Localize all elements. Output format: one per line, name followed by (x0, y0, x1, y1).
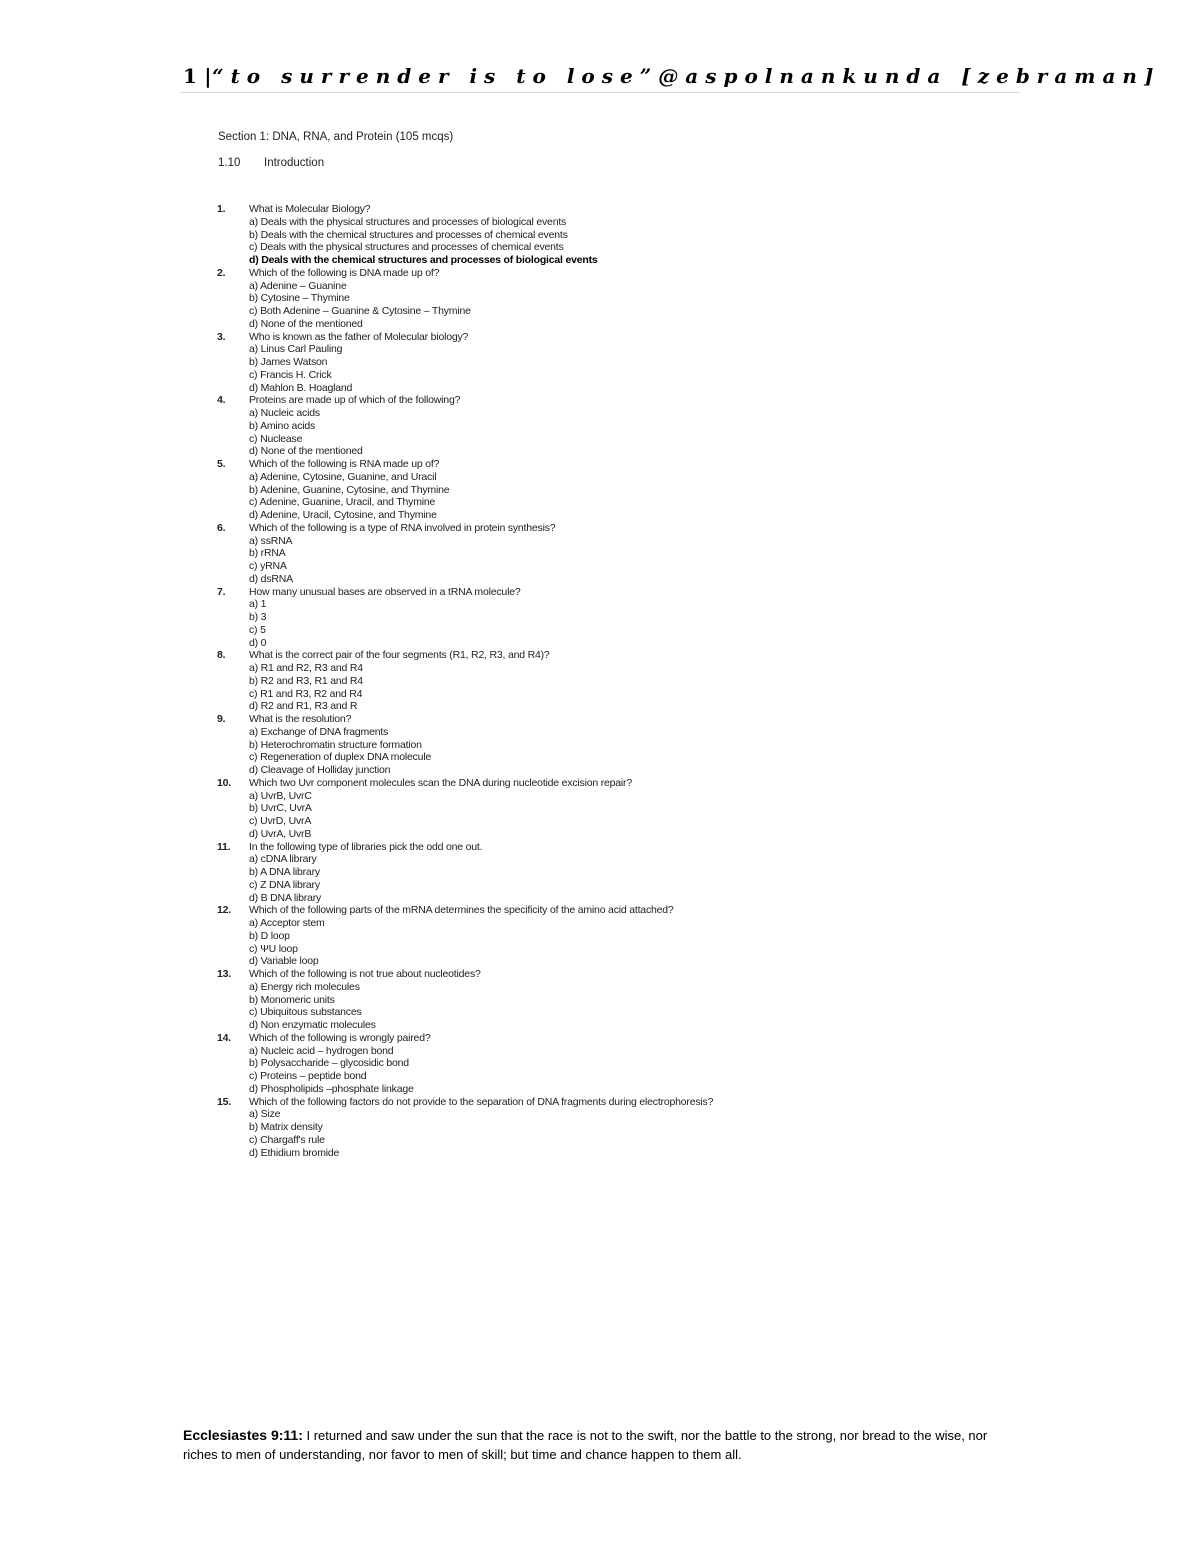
answer-option: a) Adenine, Cytosine, Guanine, and Uracil (249, 470, 437, 483)
page-header (183, 64, 1161, 88)
question-stem: Which of the following factors do not provide to the separation of DNA fragments during electrophoresis? (249, 1095, 714, 1108)
answer-option: b) Deals with the chemical structures and processes of chemical events (249, 228, 568, 241)
answer-option: b) Amino acids (249, 419, 316, 432)
question-stem: How many unusual bases are observed in a tRNA molecule? (249, 585, 521, 598)
answer-option: a) cDNA library (249, 853, 317, 866)
answer-option: d) UvrA, UvrB (249, 827, 312, 840)
answer-option: c) Deals with the physical structures and processes of chemical events (249, 241, 564, 254)
answer-option: a) Linus Carl Pauling (249, 343, 343, 356)
question-stem: Which of the following is not true about nucleotides? (249, 968, 481, 980)
answer-option: c) Both Adenine – Guanine & Cytosine – Thymine (249, 305, 471, 317)
question-item (217, 267, 1017, 331)
answer-option: c) ΨU loop (249, 942, 298, 955)
answer-option: a) Adenine – Guanine (249, 279, 347, 292)
question-number: 11. (217, 840, 231, 853)
answer-option: a) Energy rich molecules (249, 980, 360, 993)
question-stem: Which of the following is RNA made up of? (249, 458, 440, 470)
question-stem: Which of the following is a type of RNA involved in protein synthesis? (249, 521, 556, 534)
question-item (217, 458, 1017, 522)
answer-option: d) Mahlon B. Hoagland (249, 381, 353, 394)
footer-reference: Ecclesiastes 9:11: (183, 1427, 303, 1443)
answer-option: b) 3 (249, 611, 267, 623)
answer-option: a) Exchange of DNA fragments (249, 725, 389, 738)
question-item (217, 522, 1017, 586)
page-number: 1 (183, 64, 198, 88)
question-number: 3. (217, 330, 226, 343)
question-item (217, 968, 1017, 1032)
question-item (217, 1096, 1017, 1160)
answer-option: c) Proteins – peptide bond (249, 1070, 367, 1082)
question-number: 4. (217, 394, 226, 407)
question-number: 2. (217, 266, 226, 279)
question-number: 8. (217, 649, 226, 662)
footer-quote (183, 1426, 1013, 1464)
answer-option: c) Chargaff's rule (249, 1133, 325, 1146)
question-item (217, 777, 1017, 841)
question-item (217, 394, 1017, 458)
question-stem: What is the resolution? (249, 713, 352, 725)
question-stem: Which of the following parts of the mRNA determines the specificity of the amino acid attached? (249, 904, 674, 917)
answer-option: a) Acceptor stem (249, 917, 325, 929)
answer-option: b) rRNA (249, 547, 286, 560)
answer-option: a) Nucleic acid – hydrogen bond (249, 1044, 394, 1057)
answer-option: d) Phospholipids –phosphate linkage (249, 1082, 414, 1095)
answer-option: b) A DNA library (249, 866, 320, 878)
question-item (217, 586, 1017, 650)
answer-option: b) Cytosine – Thymine (249, 292, 350, 305)
answer-option: d) B DNA library (249, 891, 322, 904)
header-separator: | (204, 64, 213, 88)
question-item (217, 203, 1017, 267)
question-stem: What is Molecular Biology? (249, 203, 371, 215)
question-stem: Which of the following is DNA made up of? (249, 266, 440, 279)
answer-option: a) R1 and R2, R3 and R4 (249, 662, 363, 674)
answer-option: c) Ubiquitous substances (249, 1006, 362, 1019)
question-stem: In the following type of libraries pick the odd one out. (249, 840, 483, 853)
answer-option: d) Ethidium bromide (249, 1146, 340, 1159)
answer-option: c) Z DNA library (249, 878, 320, 891)
question-item (217, 1032, 1017, 1096)
question-stem: Who is known as the father of Molecular biology? (249, 330, 469, 343)
answer-option: c) yRNA (249, 560, 287, 572)
question-number: 12. (217, 904, 231, 917)
answer-option: b) Monomeric units (249, 993, 335, 1006)
answer-option: b) R2 and R3, R1 and R4 (249, 674, 363, 687)
question-item (217, 649, 1017, 713)
subsection-heading (218, 157, 324, 169)
header-rule (180, 92, 1020, 93)
footer-text: I returned and saw under the sun that the race is not to the swift, nor the battle to the strong, nor bread to the wise, nor riches to men of understanding, nor favor to men of skill; but time and chance happen to them all. (183, 1428, 988, 1462)
answer-option: d) Deals with the chemical structures and processes of biological events (249, 254, 598, 266)
answer-option: c) Adenine, Guanine, Uracil, and Thymine (249, 496, 436, 509)
answer-option: c) R1 and R3, R2 and R4 (249, 687, 363, 700)
header-motto: “to surrender is to lose”@aspolnankunda [zebraman] (212, 64, 1161, 88)
question-stem: Which of the following is wrongly paired? (249, 1031, 431, 1044)
answer-option: c) Regeneration of duplex DNA molecule (249, 751, 432, 764)
answer-option: b) Heterochromatin structure formation (249, 738, 422, 751)
answer-option: a) Nucleic acids (249, 407, 320, 419)
question-stem: What is the correct pair of the four segments (R1, R2, R3, and R4)? (249, 649, 550, 662)
question-stem: Which two Uvr component molecules scan the DNA during nucleotide excision repair? (249, 776, 632, 789)
question-number: 15. (217, 1095, 231, 1108)
answer-option: d) None of the mentioned (249, 445, 363, 458)
answer-option: a) 1 (249, 598, 267, 611)
question-number: 5. (217, 458, 226, 470)
answer-option: a) UvrB, UvrC (249, 789, 312, 802)
answer-option: c) 5 (249, 623, 266, 636)
answer-option: a) Size (249, 1108, 281, 1121)
question-list (217, 203, 1017, 1159)
answer-option: a) ssRNA (249, 534, 293, 547)
question-stem: Proteins are made up of which of the following? (249, 394, 461, 407)
answer-option: a) Deals with the physical structures and processes of biological events (249, 215, 567, 228)
question-number: 1. (217, 203, 226, 215)
answer-option: d) R2 and R1, R3 and R (249, 700, 358, 713)
answer-option: b) Polysaccharide – glycosidic bond (249, 1057, 409, 1070)
answer-option: d) Non enzymatic molecules (249, 1019, 376, 1031)
answer-option: b) Matrix density (249, 1121, 323, 1133)
question-item (217, 713, 1017, 777)
answer-option: c) Francis H. Crick (249, 368, 332, 381)
answer-option: d) Variable loop (249, 955, 319, 968)
question-number: 14. (217, 1031, 231, 1044)
question-number: 9. (217, 713, 226, 725)
answer-option: b) Adenine, Guanine, Cytosine, and Thymine (249, 483, 450, 496)
answer-option: d) None of the mentioned (249, 317, 363, 330)
answer-option: d) dsRNA (249, 572, 293, 585)
answer-option: d) 0 (249, 636, 267, 649)
answer-option: b) D loop (249, 929, 290, 942)
question-number: 13. (217, 968, 231, 980)
answer-option: b) UvrC, UvrA (249, 802, 312, 815)
answer-option: c) Nuclease (249, 432, 303, 445)
question-item (217, 841, 1017, 905)
section-title: Section 1: DNA, RNA, and Protein (105 mcqs) (218, 131, 454, 143)
question-number: 10. (217, 776, 231, 789)
question-item (217, 904, 1017, 968)
answer-option: d) Cleavage of Holliday junction (249, 764, 391, 776)
question-number: 7. (217, 585, 226, 598)
question-item (217, 331, 1017, 395)
subsection-number: 1.10 (218, 157, 241, 169)
answer-option: b) James Watson (249, 356, 328, 368)
subsection-title: Introduction (264, 157, 325, 169)
answer-option: c) UvrD, UvrA (249, 815, 312, 827)
answer-option: d) Adenine, Uracil, Cytosine, and Thymine (249, 509, 437, 521)
question-number: 6. (217, 521, 226, 534)
